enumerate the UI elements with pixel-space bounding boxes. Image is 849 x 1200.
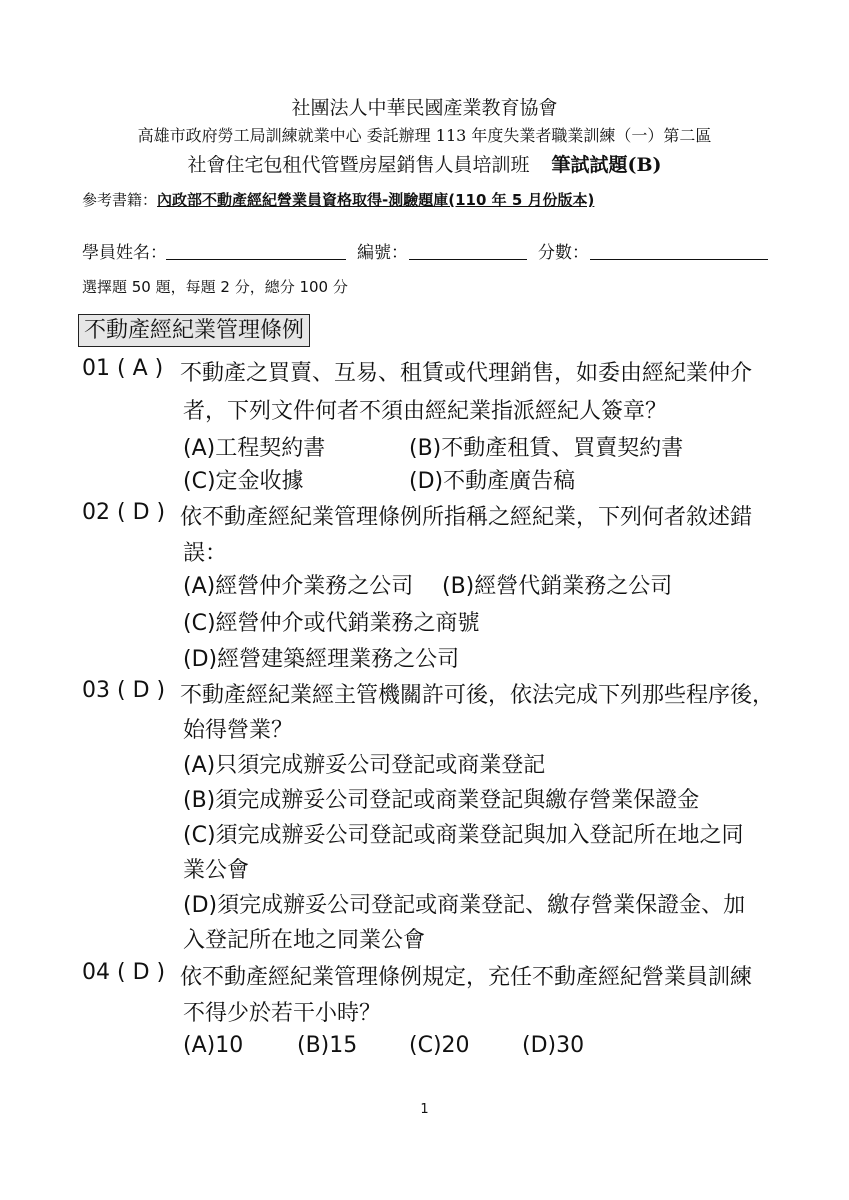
page-number: 1: [420, 1102, 429, 1117]
class-name: 社會住宅包租代管暨房屋銷售人員培訓班: [187, 154, 530, 176]
option-c: (C)定金收據: [183, 469, 304, 494]
question-number: 03 ( D ): [82, 678, 166, 703]
option-a: (A)10: [183, 1033, 244, 1058]
question-number: 02 ( D ): [82, 500, 166, 525]
student-id-label: 編號：: [357, 243, 408, 263]
option-a: (A)工程契約書: [183, 436, 326, 461]
question-text: 依不動產經紀業管理條例所指稱之經紀業，下列何者敘述錯: [180, 505, 753, 530]
scoring-rules: 選擇題 50 題，每題 2 分，總分 100 分: [82, 278, 348, 296]
question-text: 始得營業？: [183, 718, 294, 743]
question-text: 誤：: [183, 541, 228, 566]
question-text: 者，下列文件何者不須由經紀業指派經紀人簽章？: [183, 399, 668, 424]
option-c-continued: 業公會: [183, 858, 250, 883]
student-id-blank[interactable]: [409, 259, 527, 260]
question-text: 依不動產經紀業管理條例規定，充任不動產經紀營業員訓練: [180, 965, 753, 990]
option-b: (B)不動產租賃、買賣契約書: [409, 436, 684, 461]
option-c: (C)須完成辦妥公司登記或商業登記與加入登記所在地之同: [183, 823, 744, 848]
option-b: (B)15: [297, 1033, 358, 1058]
organization-name: 社團法人中華民國產業教育協會: [291, 97, 558, 119]
exam-title: 筆試試題(B): [551, 154, 662, 176]
program-line: 高雄市政府勞工局訓練就業中心 委託辦理 113 年度失業者職業訓練（一）第二區: [137, 126, 712, 145]
option-a: (A)只須完成辦妥公司登記或商業登記: [183, 753, 546, 778]
section-title: 不動產經紀業管理條例: [78, 314, 310, 347]
student-name-blank[interactable]: [166, 259, 346, 260]
option-d-continued: 入登記所在地之同業公會: [183, 928, 426, 953]
score-blank[interactable]: [590, 259, 768, 260]
option-b: (B)經營代銷業務之公司: [442, 574, 673, 599]
student-name-label: 學員姓名：: [82, 243, 167, 263]
option-a: (A)經營仲介業務之公司: [183, 574, 414, 599]
class-title: [0, 150, 849, 177]
option-c: (C)20: [409, 1033, 470, 1058]
reference-line: [82, 189, 594, 210]
question-number: 01 ( A ): [82, 356, 164, 381]
score-label: 分數：: [538, 243, 589, 263]
option-d: (D)須完成辦妥公司登記或商業登記、繳存營業保證金、加: [183, 893, 746, 918]
question-number: 04 ( D ): [82, 960, 166, 985]
reference-label: 參考書籍：: [82, 191, 158, 209]
question-text: 不得少於若干小時？: [183, 1001, 382, 1026]
option-d: (D)經營建築經理業務之公司: [183, 647, 460, 672]
question-text: 不動產之買賣、互易、租賃或代理銷售，如委由經紀業仲介: [180, 361, 753, 386]
option-b: (B)須完成辦妥公司登記或商業登記與繳存營業保證金: [183, 788, 700, 813]
option-d: (D)不動產廣告稿: [409, 469, 576, 494]
question-text: 不動產經紀業經主管機關許可後，依法完成下列那些程序後，: [180, 683, 775, 708]
option-c: (C)經營仲介或代銷業務之商號: [183, 611, 480, 636]
reference-book: 內政部不動產經紀營業員資格取得-測驗題庫(110 年 5 月份版本): [157, 191, 595, 209]
option-d: (D)30: [522, 1033, 585, 1058]
